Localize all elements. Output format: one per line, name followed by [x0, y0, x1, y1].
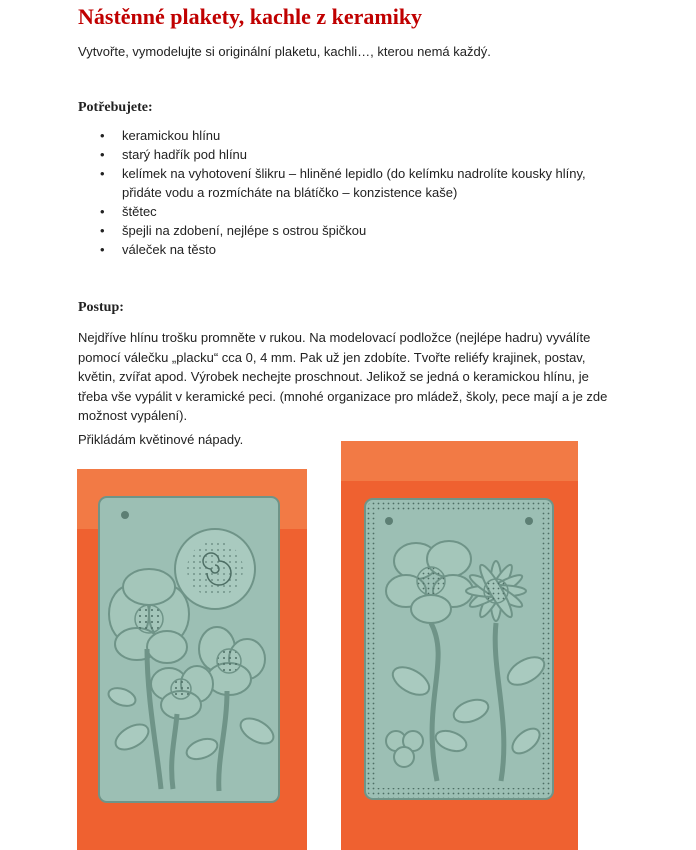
list-item — [78, 164, 618, 202]
list-item-text: štětec — [122, 204, 157, 219]
bullet-icon: • — [100, 223, 105, 238]
list-item — [78, 145, 618, 164]
list-item-text: starý hadřík pod hlínu — [122, 147, 248, 162]
photos-note: Přikládám květinové nápady. — [78, 432, 244, 447]
photo-flower-plaque-right — [341, 441, 578, 850]
bullet-icon: • — [100, 204, 105, 219]
bullet-icon: • — [100, 147, 105, 162]
list-item-text: váleček na těsto — [122, 242, 216, 257]
photo-flower-plaque-left — [77, 469, 307, 850]
page-title: Nástěnné plakety, kachle z keramiky — [78, 4, 423, 29]
list-item-text: keramickou hlínu — [122, 128, 221, 143]
list-item — [78, 202, 618, 221]
intro-text: Vytvořte, vymodelujte si originální plaketu, kachli…, kterou nemá každý. — [78, 44, 491, 59]
list-item — [78, 221, 618, 240]
list-item-text: kelímek na vyhotovení šlikru – hliněné lepidlo (do kelímku nadrolíte kousky hlíny, přidáte vodu a rozmícháte na blátíčko – konzistence kaše) — [122, 166, 586, 200]
list-item — [78, 126, 618, 145]
list-item — [78, 240, 618, 259]
bullet-icon: • — [100, 128, 105, 143]
bullet-icon: • — [100, 242, 105, 257]
procedure-text: Nejdříve hlínu trošku promněte v rukou. Na modelovací podložce (nejlépe hadru) vyválíte pomocí válečku „placku“ cca 0, 4 mm. Pak už jen zdobíte. Tvořte reliéfy krajinek, postav, květin, zvířat apod. Výrobek nechejte proschnout. Jelikož se jedná o keramickou hlínu, je třeba vše vypálit v keramické peci. (mnohé organizace pro mládež, školy, pece mají a je zde možnost vypálení). — [78, 330, 608, 423]
list-item-text: špejli na zdobení, nejlépe s ostrou špičkou — [122, 223, 367, 238]
bullet-icon: • — [100, 166, 105, 181]
needs-list — [78, 126, 618, 259]
needs-heading: Potřebujete: — [78, 100, 153, 115]
procedure-heading: Postup: — [78, 300, 124, 315]
